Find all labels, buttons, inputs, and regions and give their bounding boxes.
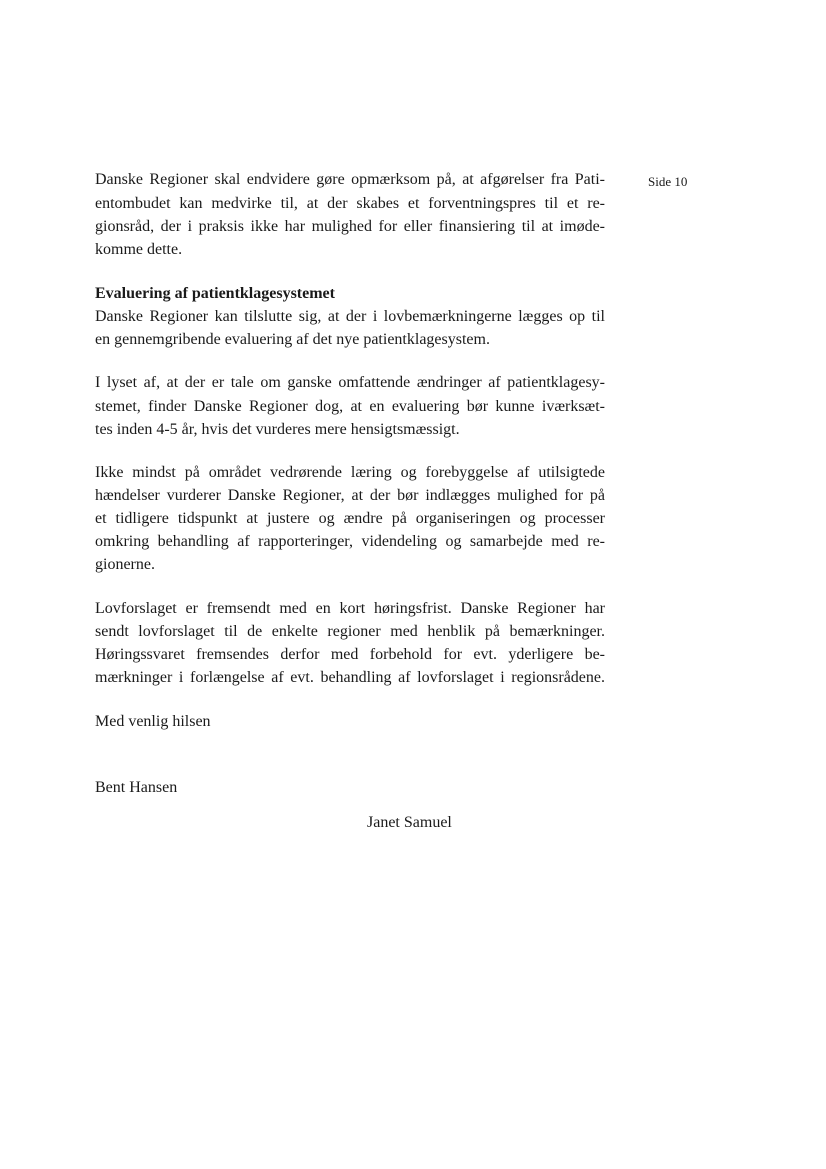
body-line: hændelser vurderer Danske Regioner, at der bør indlægges mulighed for på [95, 487, 605, 504]
body-line: en gennemgribende evaluering af det nye patientklagesystem. [95, 331, 490, 348]
body-line: Lovforslaget er fremsendt med en kort høringsfrist. Danske Regioner har [95, 600, 605, 617]
body-line: Danske Regioner skal endvidere gøre opmærksom på, at afgørelser fra Pati- [95, 171, 605, 188]
closing-salutation: Med venlig hilsen [95, 713, 211, 730]
body-line: Ikke mindst på området vedrørende læring og forebyggelse af utilsigtede [95, 464, 605, 481]
body-line: Høringssvaret fremsendes derfor med forbehold for evt. yderligere be- [95, 646, 605, 663]
signature-name-1: Bent Hansen [95, 779, 178, 796]
body-line: gionsråd, der i praksis ikke har mulighed for eller finansiering til at imøde- [95, 218, 605, 235]
body-line: stemet, finder Danske Regioner dog, at en evaluering bør kunne iværksæt- [95, 398, 605, 415]
body-line: I lyset af, at der er tale om ganske omfattende ændringer af patientklagesy- [95, 374, 605, 391]
section-heading: Evaluering af patientklagesystemet [95, 285, 335, 302]
signature-name-2: Janet Samuel [367, 814, 452, 831]
body-line: Danske Regioner kan tilslutte sig, at der i lovbemærkningerne lægges op til [95, 308, 605, 325]
body-line: komme dette. [95, 241, 183, 258]
body-line: et tidligere tidspunkt at justere og ændre på organiseringen og processer [95, 510, 605, 527]
body-line: tes inden 4-5 år, hvis det vurderes mere hensigtsmæssigt. [95, 421, 460, 438]
body-line: sendt lovforslaget til de enkelte regioner med henblik på bemærkninger. [95, 623, 605, 640]
body-line: omkring behandling af rapporteringer, videndeling og samarbejde med re- [95, 533, 605, 550]
page-number: Side 10 [648, 174, 688, 189]
body-line: entombudet kan medvirke til, at der skabes et forventningspres til et re- [95, 195, 605, 212]
body-line: gionerne. [95, 556, 155, 573]
body-line: mærkninger i forlængelse af evt. behandling af lovforslaget i regionsrådene. [95, 669, 605, 686]
